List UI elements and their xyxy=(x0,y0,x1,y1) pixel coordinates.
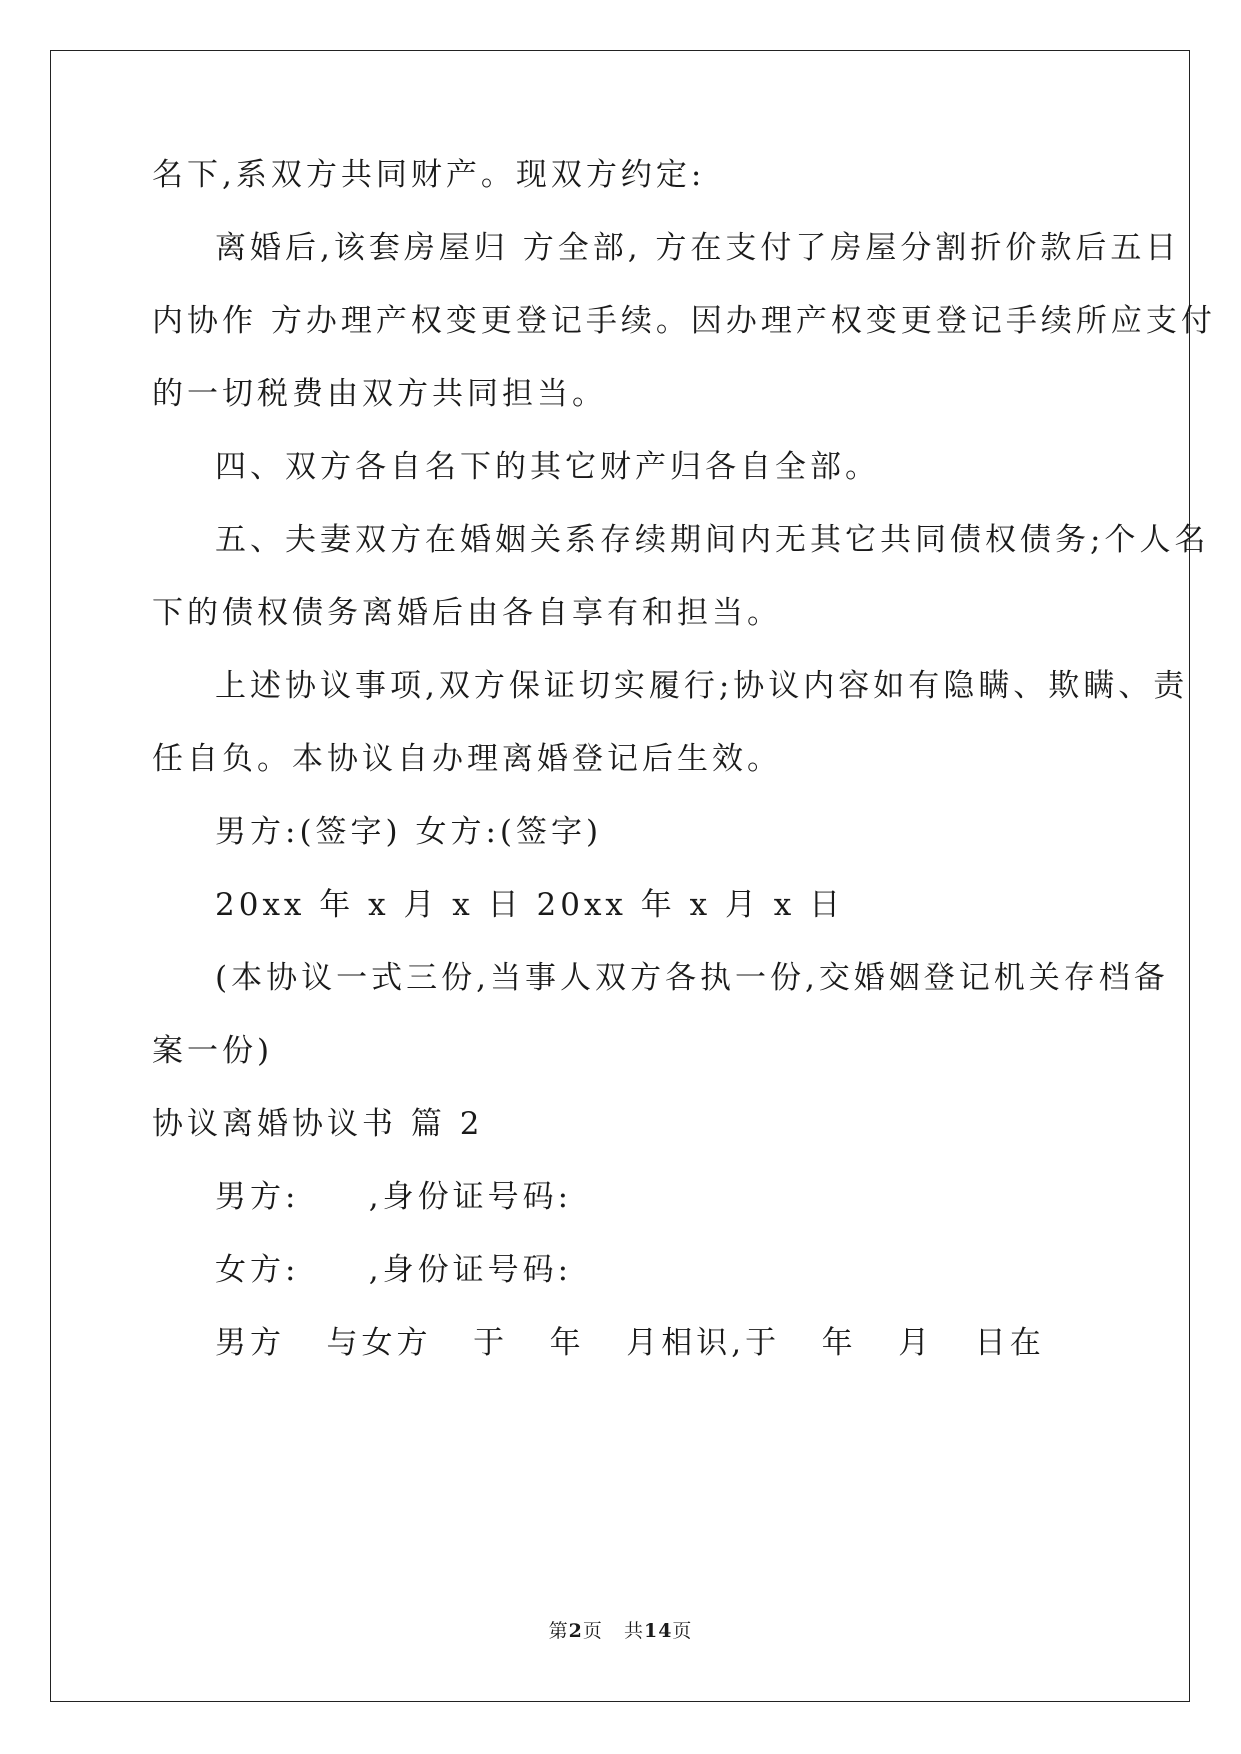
footer-total-label: 页 xyxy=(672,1620,693,1642)
page-border xyxy=(50,50,1190,1702)
paragraph-line-6: 五、夫妻双方在婚姻关系存续期间内无其它共同债权债务;个人名 xyxy=(215,522,1210,558)
paragraph-line-9: 任自负。本协议自办理离婚登记后生效。 xyxy=(152,741,782,777)
total-pages-number: 14 xyxy=(643,1620,673,1642)
paragraph-line-5: 四、双方各自名下的其它财产归各自全部。 xyxy=(215,449,880,485)
paragraph-line-3: 内协作 方办理产权变更登记手续。因办理产权变更登记手续所应支付 xyxy=(152,303,1216,339)
paragraph-line-4: 的一切税费由双方共同担当。 xyxy=(152,376,607,412)
paragraph-line-13: 案一份) xyxy=(152,1033,274,1069)
paragraph-line-1: 名下,系双方共同财产。现双方约定: xyxy=(152,157,706,193)
section-heading: 协议离婚协议书 篇 2 xyxy=(152,1106,484,1142)
signature-line: 男方:(签字) 女方:(签字) xyxy=(215,814,603,850)
current-page-number: 2 xyxy=(568,1620,583,1642)
paragraph-line-12: (本协议一式三份,当事人双方各执一份,交婚姻登记机关存档备 xyxy=(215,960,1169,996)
male-party-line: 男方: ,身份证号码: xyxy=(215,1179,573,1215)
footer-prefix: 第 xyxy=(548,1620,569,1642)
date-line: 20xx 年 x 月 x 日 20xx 年 x 月 x 日 xyxy=(215,887,845,923)
paragraph-line-7: 下的债权债务离婚后由各自享有和担当。 xyxy=(152,595,782,631)
footer-page-label: 页 xyxy=(582,1620,603,1642)
paragraph-line-8: 上述协议事项,双方保证切实履行;协议内容如有隐瞒、欺瞒、责 xyxy=(215,668,1189,704)
paragraph-line-17: 男方 与女方 于 年 月相识,于 年 月 日在 xyxy=(215,1325,1045,1361)
page-footer xyxy=(0,1616,1241,1643)
footer-total-prefix: 共 xyxy=(623,1620,644,1642)
paragraph-line-2: 离婚后,该套房屋归 方全部, 方在支付了房屋分割折价款后五日 xyxy=(215,230,1181,266)
female-party-line: 女方: ,身份证号码: xyxy=(215,1252,573,1288)
